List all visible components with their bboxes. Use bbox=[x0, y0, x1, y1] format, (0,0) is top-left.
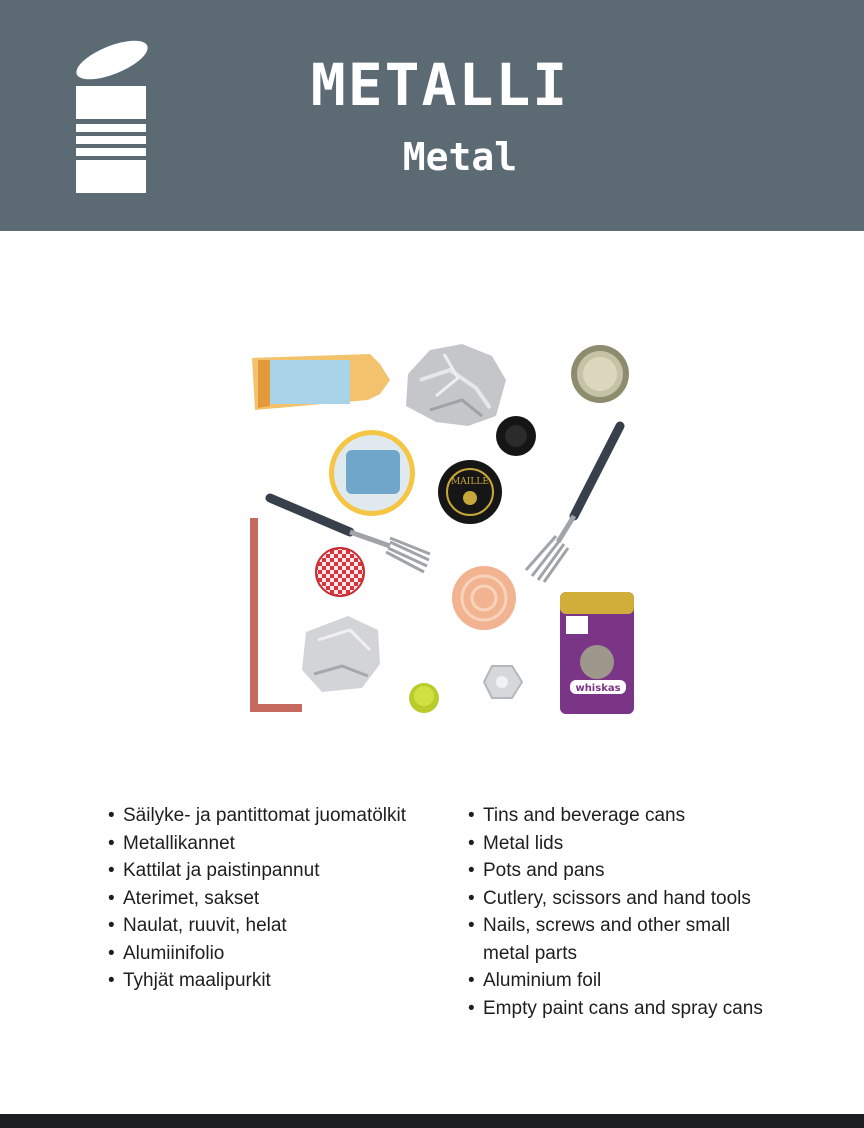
page-subtitle: Metal bbox=[402, 135, 518, 179]
page-title: METALLI bbox=[310, 51, 570, 119]
list-item: • Tins and beverage cans bbox=[468, 802, 763, 830]
fork-icon bbox=[526, 426, 620, 582]
svg-text:MAILLE: MAILLE bbox=[451, 477, 489, 487]
list-item: • Cutlery, scissors and hand tools bbox=[468, 885, 763, 913]
metal-nut-icon bbox=[484, 666, 522, 698]
list-item: • Metallikannet bbox=[108, 830, 406, 858]
list-item: • Aluminium foil bbox=[468, 967, 763, 995]
list-item: • Säilyke- ja pantittomat juomatölkit bbox=[108, 802, 406, 830]
list-item: • Pots and pans bbox=[468, 857, 763, 885]
list-item: • Kattilat ja paistinpannut bbox=[108, 857, 406, 885]
list-item: • Aterimet, sakset bbox=[108, 885, 406, 913]
cat-food-can-icon bbox=[560, 592, 634, 714]
checkered-jar-lid-icon bbox=[316, 548, 364, 596]
empty-tin-can-icon bbox=[571, 345, 629, 403]
crumpled-aluminium-foil-icon bbox=[406, 344, 506, 426]
metal-items-photo bbox=[230, 330, 650, 730]
tin-can-icon bbox=[70, 38, 154, 198]
list-item: • Empty paint cans and spray cans bbox=[468, 995, 763, 1023]
footer-bar bbox=[0, 1114, 864, 1128]
small-green-lid-icon bbox=[409, 683, 439, 713]
header-banner bbox=[0, 0, 864, 231]
foil-wrapped-fish-tin-icon bbox=[252, 354, 390, 410]
list-item: • Nails, screws and other small bbox=[468, 912, 763, 940]
list-item-continuation: metal parts bbox=[483, 942, 577, 964]
english-list bbox=[468, 802, 763, 1022]
allen-key-icon bbox=[250, 518, 302, 712]
peach-jar-lid-icon bbox=[452, 566, 516, 630]
svg-text:whiskas: whiskas bbox=[575, 683, 621, 694]
list-item: • Tyhjät maalipurkit bbox=[108, 967, 406, 995]
fish-tin-icon bbox=[329, 430, 415, 516]
list-item: • Metal lids bbox=[468, 830, 763, 858]
finnish-list bbox=[108, 802, 406, 995]
black-jar-lid-icon bbox=[496, 416, 536, 456]
list-item: • Alumiinifolio bbox=[108, 940, 406, 968]
list-item: • Naulat, ruuvit, helat bbox=[108, 912, 406, 940]
maille-mustard-lid-icon bbox=[438, 460, 502, 524]
crumpled-foil-icon bbox=[302, 616, 380, 692]
